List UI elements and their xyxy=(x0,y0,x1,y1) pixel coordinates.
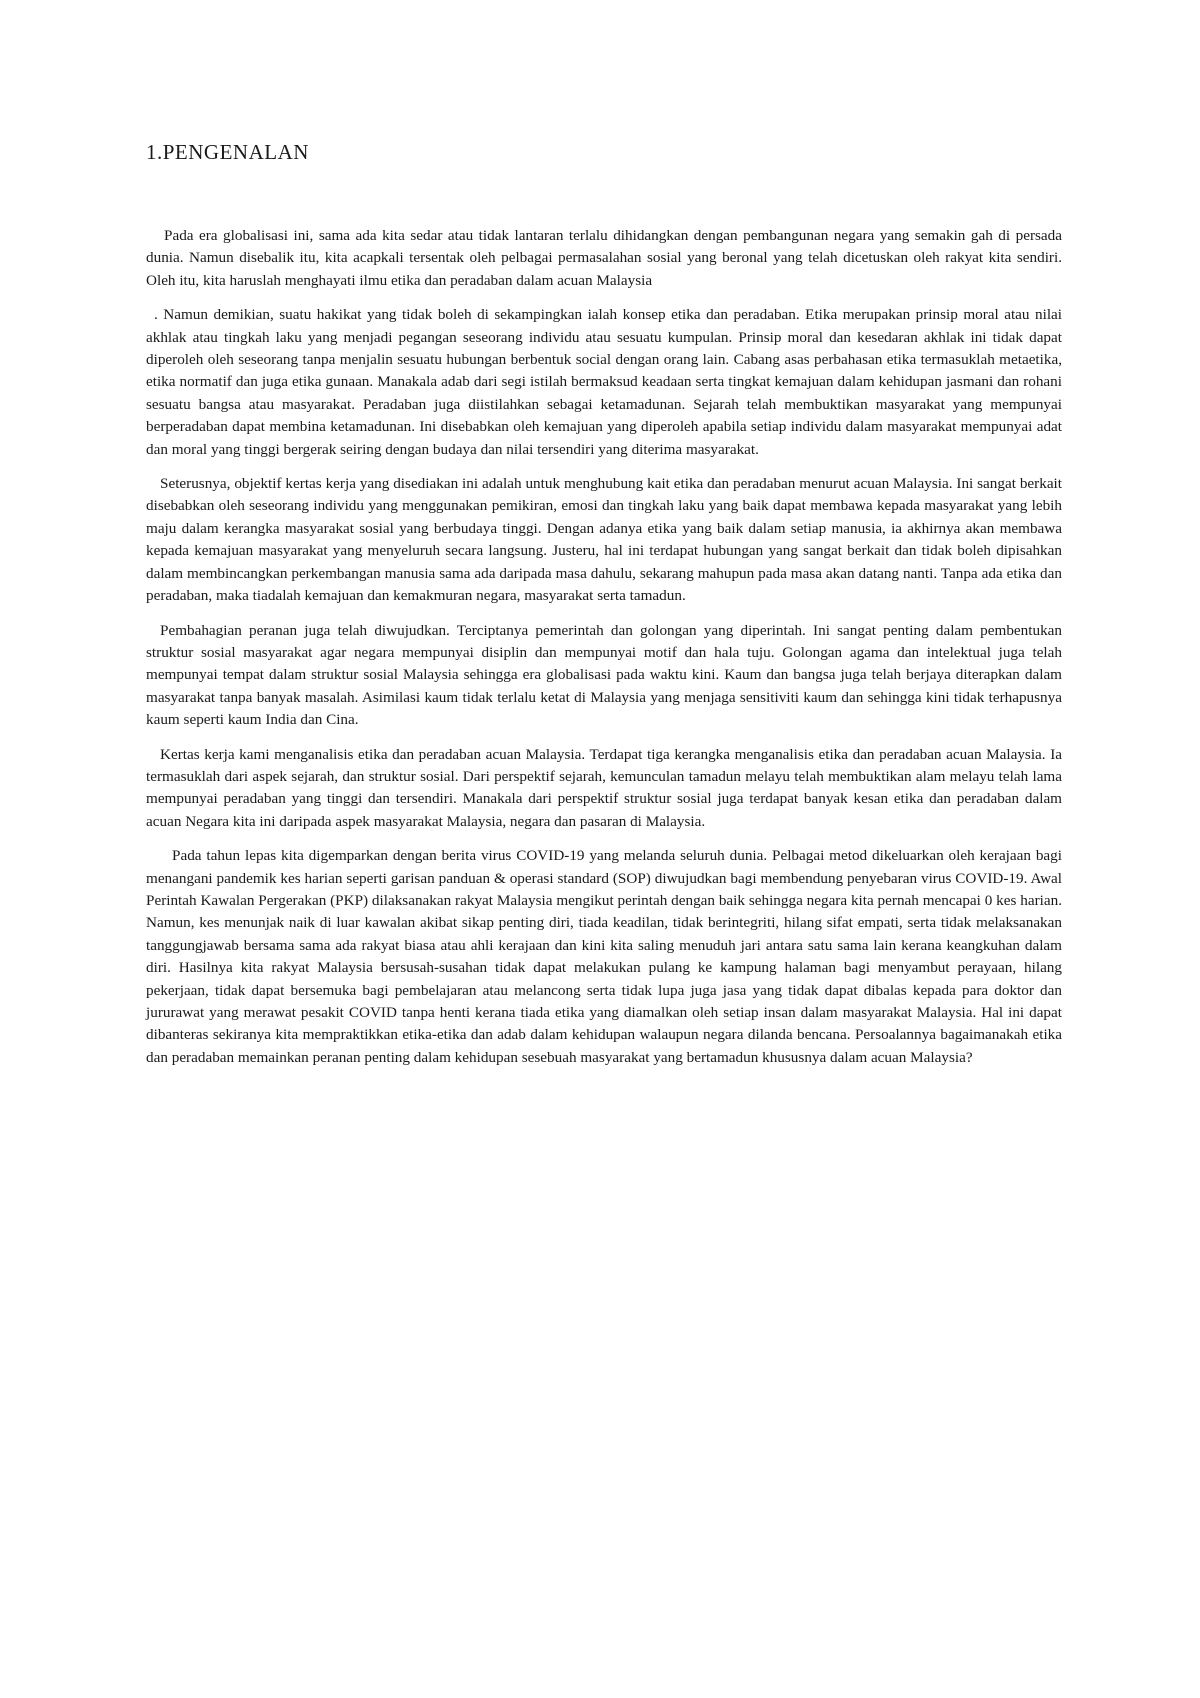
paragraph-social-roles: Pembahagian peranan juga telah diwujudkan. Terciptanya pemerintah dan golongan yang diperintah. Ini sangat penting dalam pembentukan struktur sosial masyarakat agar negara mempunyai disiplin dan mempunyai motif dan hala tuju. Golongan agama dan intelektual juga telah mempunyai tempat dalam struktur sosial Malaysia sehingga era globalisasi pada waktu kini. Kaum dan bangsa juga telah berjaya diterapkan dalam masyarakat tanpa banyak masalah. Asimilasi kaum tidak terlalu ketat di Malaysia yang menjaga sensitiviti kaum dan sehingga kini tidak terhapusnya kaum seperti kaum India dan Cina. xyxy=(146,621,1062,729)
section-heading: 1.PENGENALAN xyxy=(146,140,309,164)
paragraph-objective: Seterusnya, objektif kertas kerja yang disediakan ini adalah untuk menghubung kait etika dan peradaban menurut acuan Malaysia. Ini sangat berkait disebabkan oleh seseorang individu yang menggunakan pemikiran, emosi dan tingkah laku yang baik dapat membawa kepada masyarakat yang lebih maju dalam kerangka masyarakat sosial yang berbudaya tinggi. Dengan adanya etika yang baik dalam setiap manusia, ia akhirnya akan membawa kepada kemajuan masyarakat yang menyeluruh secara langsung. Justeru, hal ini terdapat hubungan yang sangat berkait dan tidak boleh dipisahkan dalam membincangkan perkembangan manusia sama ada daripada masa dahulu, sekarang mahupun pada masa akan datang nanti. Tanpa ada etika dan peradaban, maka tiadalah kemajuan dan kemakmuran negara, masyarakat serta tamadun. xyxy=(146,475,1062,605)
paragraph-analysis-framework: Kertas kerja kami menganalisis etika dan peradaban acuan Malaysia. Terdapat tiga kerangka menganalisis etika dan peradaban acuan Malaysia. Ia termasuklah dari aspek sejarah, dan struktur sosial. Dari perspektif sejarah, kemunculan tamadun melayu telah membuktikan alam melayu telah lama mempunyai peradaban yang tinggi dan tersendiri. Manakala dari perspektif struktur sosial juga terdapat banyak kesan etika dan peradaban dalam acuan Negara kita ini daripada aspek masyarakat Malaysia, negara dan pasaran di Malaysia. xyxy=(146,745,1062,830)
document-page xyxy=(146,140,1062,1081)
paragraph-covid: Pada tahun lepas kita digemparkan dengan berita virus COVID-19 yang melanda seluruh dunia. Pelbagai metod dikeluarkan oleh kerajaan bagi menangani pandemik kes harian seperti garisan panduan & operasi standard (SOP) diwujudkan bagi membendung penyebaran virus COVID-19. Awal Perintah Kawalan Pergerakan (PKP) dilaksanakan rakyat Malaysia mengikut perintah dengan baik sehingga negara kita pernah mencapai 0 kes harian. Namun, kes menunjak naik di luar kawalan akibat sikap penting diri, tiada keadilan, tidak berintegriti, hilang sifat empati, serta tidak melaksanakan tanggungjawab bersama sama ada rakyat biasa atau ahli kerajaan dan kini kita saling menuduh jari antara satu sama lain kerana keangkuhan dalam diri. Hasilnya kita rakyat Malaysia bersusah-susahan tidak dapat melakukan pulang ke kampung halaman bagi menyambut perayaan, hilang pekerjaan, tidak dapat bersemuka bagi pembelajaran atau melancong serta tidak lupa juga jasa yang tidak dapat dibalas kepada para doktor dan jururawat yang merawat pesakit COVID tanpa henti kerana tiada etika yang diamalkan oleh setiap insan dalam masyarakat Malaysia. Hal ini dapat dibanteras sekiranya kita mempraktikkan etika-etika dan adab dalam kehidupan walaupun negara dilanda bencana. Persoalannya bagaimanakah etika dan peradaban memainkan peranan penting dalam kehidupan sesebuah masyarakat yang bertamadun khususnya dalam acuan Malaysia? xyxy=(146,847,1062,1066)
paragraph-ethics-definition: . Namun demikian, suatu hakikat yang tidak boleh di sekampingkan ialah konsep etika dan peradaban. Etika merupakan prinsip moral atau nilai akhlak atau tingkah laku yang menjadi pegangan seseorang individu atau sesuatu kumpulan. Prinsip moral dan kesedaran akhlak ini tidak dapat diperoleh oleh seseorang tanpa menjalin sesuatu hubungan berbentuk social dengan orang lain. Cabang asas perbahasan etika termasuklah metaetika, etika normatif dan juga etika gunaan. Manakala adab dari segi istilah bermaksud keadaan serta tingkat kemajuan dalam kehidupan jasmani dan rohani sesuatu bangsa atau masyarakat. Peradaban juga diistilahkan sebagai ketamadunan. Sejarah telah membuktikan masyarakat yang mempunyai berperadaban dapat membina ketamadunan. Ini disebabkan oleh kemajuan yang diperoleh apabila setiap individu dalam masyarakat mempunyai adat dan moral yang tinggi bergerak seiring dengan budaya dan nilai tersendiri yang diterima masyarakat. xyxy=(146,306,1062,458)
paragraph-introduction: Pada era globalisasi ini, sama ada kita sedar atau tidak lantaran terlalu dihidangkan dengan pembangunan negara yang semakin gah di persada dunia. Namun disebalik itu, kita acapkali tersentak oleh pelbagai permasalahan sosial yang beronal yang telah dicetuskan oleh rakyat kita sendiri. Oleh itu, kita haruslah menghayati ilmu etika dan peradaban dalam acuan Malaysia xyxy=(146,227,1062,289)
